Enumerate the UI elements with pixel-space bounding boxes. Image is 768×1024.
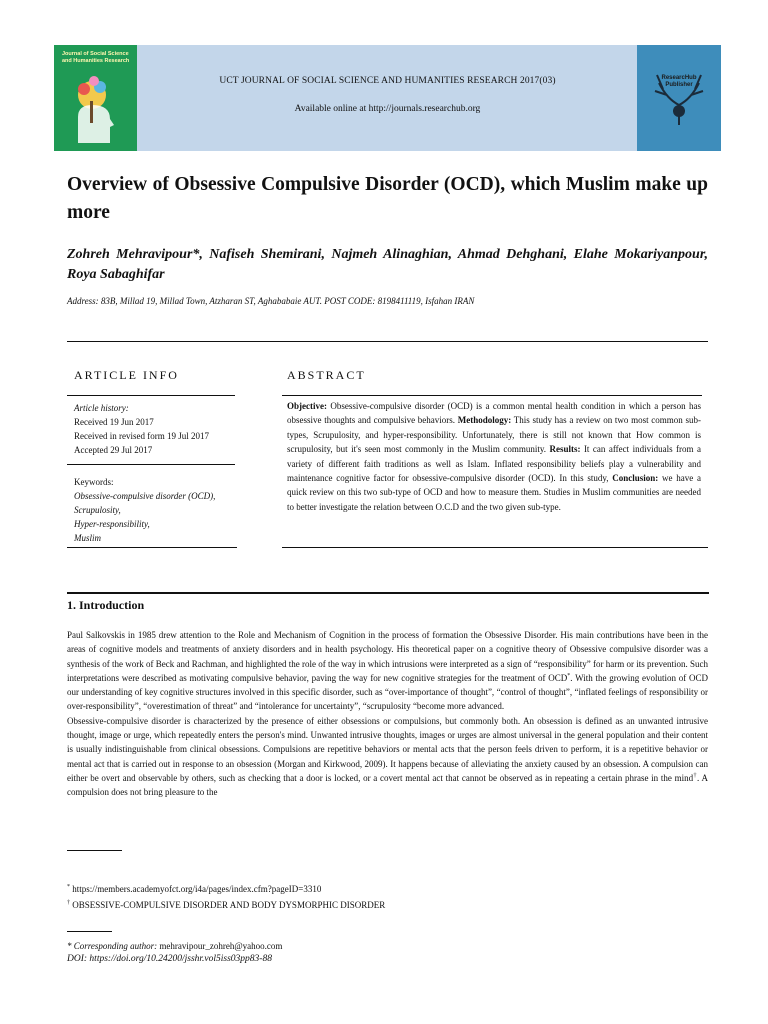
divider	[282, 547, 708, 548]
paragraph	[67, 628, 708, 714]
results-text: It can affect individuals from a variety of different faith traditions as well as Islam. Inflated responsibility beliefs play a vulnerability and maintenance cognitive factor for obsessive-compulsive disorder (OCD). In this study,	[287, 444, 701, 484]
footnote-mark: *	[67, 884, 70, 890]
keyword: Obsessive-compulsive disorder (OCD),	[74, 491, 216, 501]
introduction-heading: 1. Introduction	[67, 598, 145, 612]
paper-title: Overview of Obsessive Compulsive Disorder (OCD), which Muslim make up more	[67, 174, 708, 223]
conclusion-text: we have a quick review on this two sub-type of OCD and how to measure them. Studies in Muslim communities are needed to better investigate the relation between O.C.D and the two given sub-type.	[287, 473, 701, 512]
cover-logo-text: Journal of Social Science and Humanities Research	[62, 51, 130, 64]
paragraph-text: Paul Salkovskis in 1985 drew attention to the Role and Mechanism of Cognition in the process of formation the Obsessive Disorder. His main contributions have been in the areas of cognitive models and treatments of anxiety disorders and in health psychology. His theoretical paper on a cognitive theory of Obsessive compulsive disorder was a synthesis of the work of Beck and Rachman, and highlighted the role of the way in which intrusions were interpreted as a sign of “responsibility” for harm or its prevention. Such interpretations were described as motivating compulsive behavior, paving the way for new cognitive strategies for the treatment of OCD	[67, 630, 708, 683]
footnote-2	[67, 900, 385, 910]
section-divider	[67, 592, 709, 594]
footnote-text: OBSESSIVE-COMPULSIVE DISORDER AND BODY DYSMORPHIC DISORDER	[70, 900, 386, 910]
article-history	[74, 401, 234, 457]
introduction-body	[67, 628, 708, 800]
divider	[67, 341, 708, 342]
accepted-date: Accepted 29 Jul 2017	[74, 445, 153, 455]
publisher-logo-text: ResearcHub Publisher	[661, 75, 697, 88]
keywords-label: Keywords:	[74, 477, 114, 487]
corresponding-label: * Corresponding author:	[67, 941, 158, 951]
paragraph-text: Obsessive-compulsive disorder is characterized by the presence of either obsessions or compulsions, but commonly both. An obsession is defined as an unwanted intrusive thought, image or urge, which repeatedly enters the person's mind. Unwanted intrusive thoughts, images or urges are almost universal in the general population and their content is usually indistinguishable from clinical obsessions. Compulsions are repetitive behaviors or mental acts that the person feels driven to perform, it is a repetitive behavior or mental act that is carried out in response to an obsession (Morgan and Kirkwood, 2009). It happens because of alleviating the anxiety caused by an obsession. A compulsion can either be overt and observable by others, such as checking that a door is locked, or a covert mental act that cannot be observed as in repeating a certain phrase in the mind	[67, 715, 708, 783]
footnote-divider	[67, 850, 122, 851]
doi-link[interactable]: DOI: https://doi.org/10.24200/jsshr.vol5iss03pp83-88	[67, 954, 272, 964]
footnote-url[interactable]: https://members.academyofct.org/i4a/pages/index.cfm?pageID=3310	[70, 884, 322, 894]
footnote-divider	[67, 931, 112, 932]
footnote-1	[67, 884, 321, 894]
corresponding-author	[67, 941, 282, 951]
methodology-label: Methodology:	[457, 415, 512, 426]
keyword: Muslim	[74, 533, 101, 543]
footnote-ref[interactable]: *	[567, 672, 571, 679]
history-label: Article history:	[74, 403, 129, 413]
paragraph-text: . With the growing evolution of OCD our understanding of key cognitive structures involved in this specific disorder, such as “over-importance of thought”, “control of thought”, “inflated feelings of responsibility or over-responsibility”, “overestimation of threat” and “intolerance for uncertainty”, “scrupulosity “become more advanced.	[67, 672, 708, 712]
abstract-text	[287, 399, 701, 514]
antler-icon	[637, 45, 721, 151]
revised-date: Received in revised form 19 Jul 2017	[74, 431, 209, 441]
divider	[67, 395, 235, 396]
received-date: Received 19 Jun 2017	[74, 417, 154, 427]
keyword: Hyper-responsibility,	[74, 519, 150, 529]
results-label: Results:	[549, 444, 581, 455]
footnote-mark: †	[67, 900, 70, 906]
conclusion-label: Conclusion:	[612, 473, 659, 484]
methodology-text: This study has a review on two most common sub-types, Scrupulosity, and hyper-responsibility. Unfortunately, there is still not known that How common is scrupulosity, but it's seen most commonly in the Muslim community.	[287, 415, 701, 455]
journal-cover-logo	[54, 45, 137, 151]
corresponding-email[interactable]: mehravipour_zohreh@yahoo.com	[157, 941, 283, 951]
keyword: Scrupulosity,	[74, 505, 121, 515]
article-info-heading: ARTICLE INFO	[74, 368, 179, 382]
doi	[67, 954, 272, 964]
paragraph-text: . A compulsion does not bring pleasure to the	[67, 772, 708, 798]
publisher-logo	[637, 45, 721, 151]
objective-text: Obsessive-compulsive disorder (OCD) is a common mental health condition in which a person has obsessive thoughts and compulsive behaviors.	[287, 401, 701, 426]
journal-banner	[54, 45, 721, 151]
keywords-block	[74, 475, 234, 545]
divider	[282, 395, 702, 396]
abstract-heading: ABSTRACT	[287, 368, 366, 382]
author-list: Zohreh Mehravipour*, Nafiseh Shemirani, Najmeh Alinaghian, Ahmad Dehghani, Elahe Mokariyanpour, Roya Sabaghifar	[67, 247, 708, 282]
journal-name: UCT JOURNAL OF SOCIAL SCIENCE AND HUMANITIES RESEARCH 2017(03)	[219, 76, 556, 86]
footnote-ref[interactable]: †	[693, 772, 698, 779]
author-address: Address: 83B, Millad 19, Millad Town, Atzharan ST, Aghababaie AUT. POST CODE: 8198411119, Isfahan IRAN	[67, 296, 475, 306]
divider	[67, 547, 237, 548]
journal-url[interactable]: Available online at http://journals.researchub.org	[294, 104, 481, 114]
objective-label: Objective:	[287, 401, 327, 411]
divider	[67, 464, 235, 465]
paragraph	[67, 714, 708, 800]
